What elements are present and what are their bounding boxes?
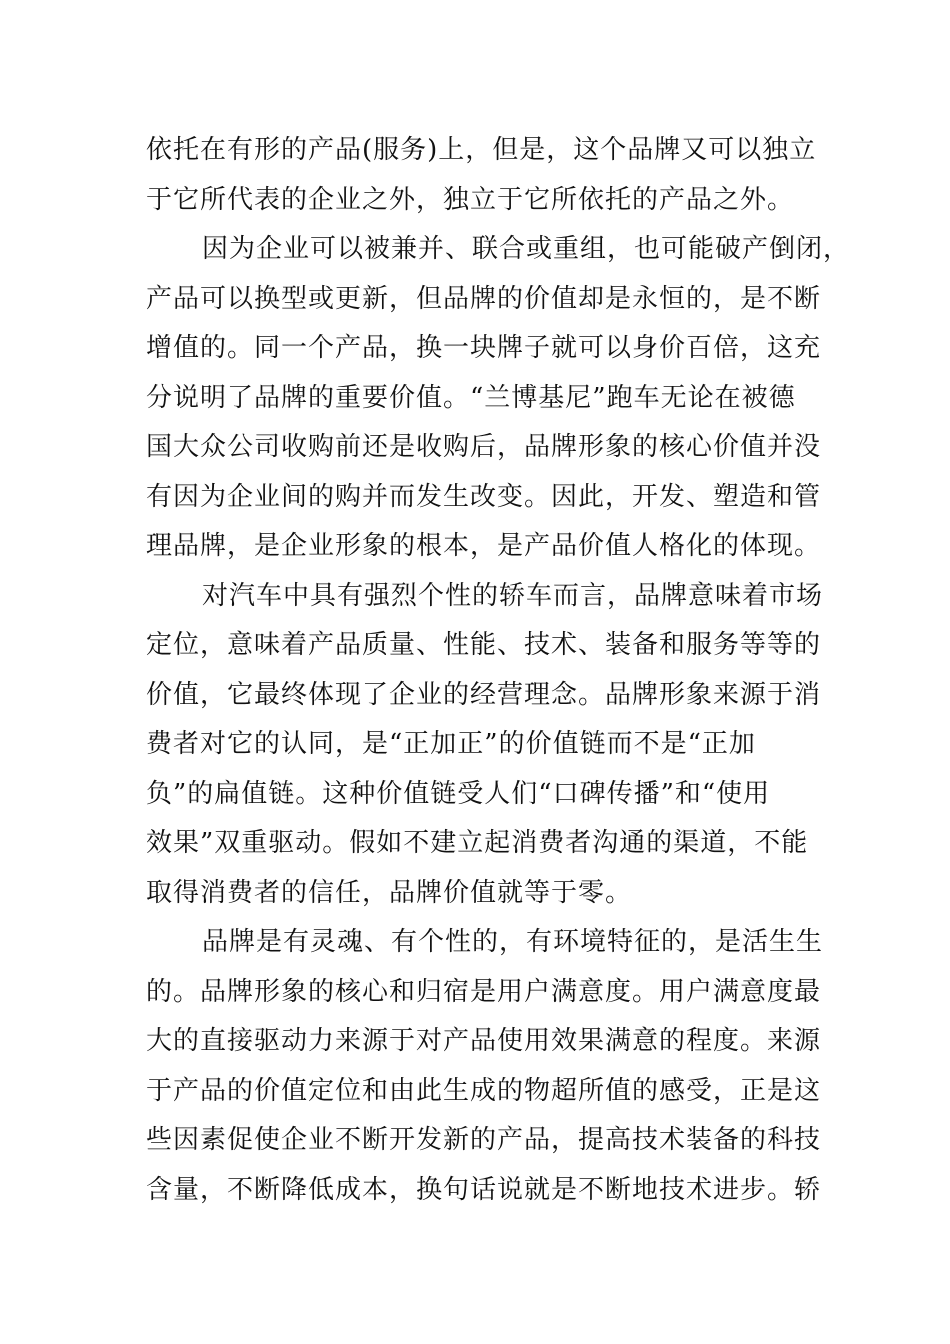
text-line: 费者对它的认同，是“正加正”的价值链而不是“正加 [146, 729, 756, 759]
text-line: 增值的。同一个产品，换一块牌子就可以身价百倍，这充 [146, 333, 822, 363]
text-line: 品牌是有灵魂、有个性的，有环境特征的，是活生生 [202, 927, 824, 957]
text-line: 负”的扁值链。这种价值链受人们“口碑传播”和“使用 [146, 778, 771, 809]
text-line: 对汽车中具有强烈个性的轿车而言，品牌意味着市场 [202, 580, 824, 611]
paragraph-2 [146, 225, 851, 572]
text-line: 因为企业可以被兼并、联合或重组，也可能破产倒闭， [202, 234, 851, 264]
body-text [146, 126, 851, 1215]
text-line: 取得消费者的信任，品牌价值就等于零。 [146, 877, 633, 908]
text-line: 理品牌，是企业形象的根本，是产品价值人格化的体现。 [146, 531, 822, 561]
text-line: 些因素促使企业不断开发新的产品，提高技术装备的科技 [146, 1125, 822, 1155]
text-line: 大的直接驱动力来源于对产品使用效果满意的程度。来源 [146, 1026, 822, 1056]
text-line: 于它所代表的企业之外，独立于它所依托的产品之外。 [146, 184, 795, 215]
text-line: 定位，意味着产品质量、性能、技术、装备和服务等等的 [146, 630, 822, 660]
text-line: 产品可以换型或更新，但品牌的价值却是永恒的，是不断 [146, 283, 822, 314]
text-line: 于产品的价值定位和由此生成的物超所值的感受，正是这 [146, 1075, 822, 1106]
text-line: 含量，不断降低成本，换句话说就是不断地技术进步。轿 [146, 1174, 822, 1205]
paragraph-1 [146, 126, 826, 225]
text-line: 国大众公司收购前还是收购后，品牌形象的核心价值并没 [146, 432, 822, 462]
text-line: 的。品牌形象的核心和归宿是用户满意度。用户满意度最 [146, 976, 822, 1007]
text-line: 价值，它最终体现了企业的经营理念。品牌形象来源于消 [146, 679, 822, 710]
text-line: 依托在有形的产品(服务)上，但是，这个品牌又可以独立 [146, 135, 817, 165]
paragraph-3 [146, 572, 826, 919]
text-line: 分说明了品牌的重要价值。“兰博基尼”跑车无论在被德 [146, 382, 796, 413]
paragraph-4 [146, 918, 826, 1215]
text-line: 效果”双重驱动。假如不建立起消费者沟通的渠道，不能 [146, 828, 809, 858]
text-line: 有因为企业间的购并而发生改变。因此，开发、塑造和管 [146, 481, 822, 512]
